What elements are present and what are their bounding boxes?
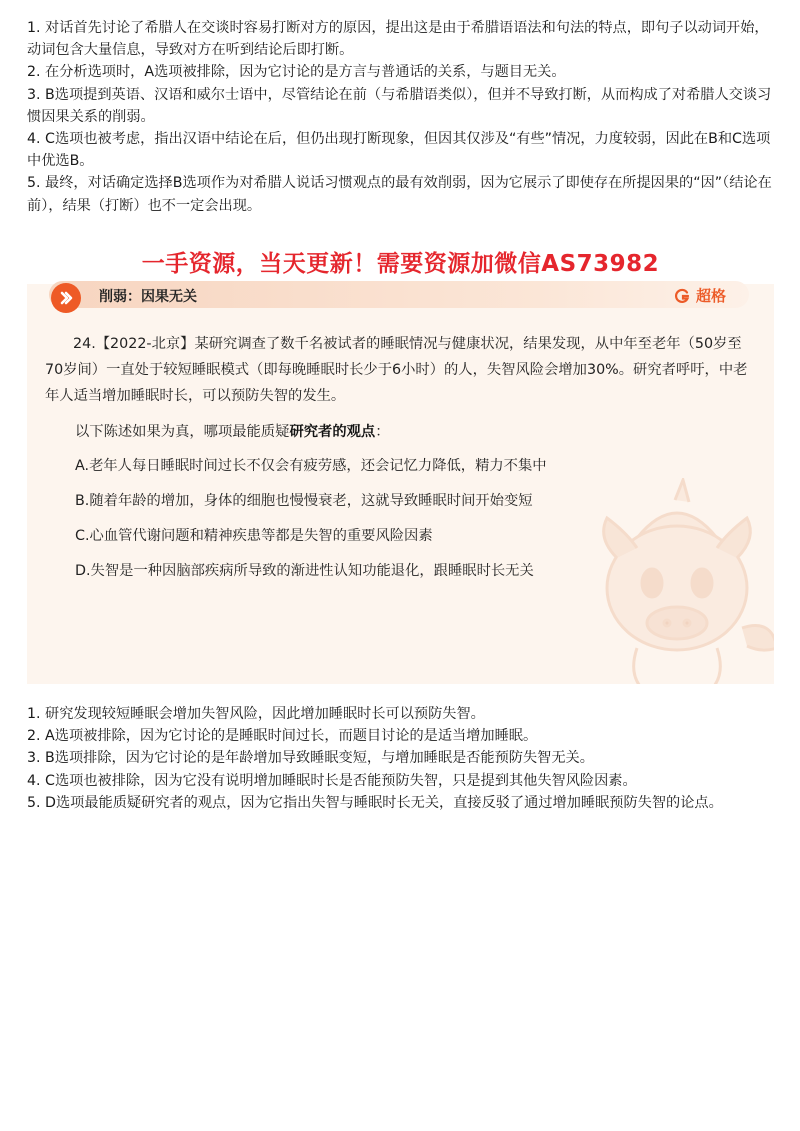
option-b: B.随着年龄的增加，身体的细胞也慢慢衰老，这就导致睡眠时间开始变短 xyxy=(75,493,533,509)
brand-name: 超格 xyxy=(695,287,726,305)
note-line: 3. B选项提到英语、汉语和威尔士语中，尽管结论在前（与希腊语类似），但并不导致打断，从而构成了对希腊人交谈习惯因果关系的削弱。 xyxy=(27,86,772,125)
option-a: A.老年人每日睡眠时间过长不仅会有疲劳感，还会记忆力降低，精力不集中 xyxy=(75,458,547,474)
note-line: 1. 研究发现较短睡眠会增加失智风险，因此增加睡眠时长可以预防失智。 xyxy=(27,706,485,722)
note-line: 1. 对话首先讨论了希腊人在交谈时容易打断对方的原因，提出这是由于希腊语语法和句法的特点，即句子以动词开始，动词包含大量信息，导致对方在听到结论后即打断。 xyxy=(27,20,769,59)
analysis-notes-bottom xyxy=(27,703,775,814)
note-line: 4. C选项也被排除，因为它没有说明增加睡眠时长是否能预防失智，只是提到其他失智风险因素。 xyxy=(27,772,637,789)
brand-logo xyxy=(674,285,726,306)
stem-prefix: 以下陈述如果为真，哪项最能质疑 xyxy=(75,424,290,440)
question-text: 24.【2022-北京】某研究调查了数千名被试者的睡眠情况与健康状况，结果发现，从中年至老年（50岁至70岁间）一直处于较短睡眠模式（即每晚睡眠时长少于6小时）的人，失智风险会增加30%。研究者呼吁，中老年人适当增加睡眠时长，可以预防失智的发生。 xyxy=(45,336,748,404)
question-slide xyxy=(27,238,774,684)
chevron-right-icon xyxy=(51,283,81,313)
note-line: 3. B选项排除，因为它讨论的是年龄增加导致睡眠变短，与增加睡眠是否能预防失智无关。 xyxy=(27,750,594,767)
option-d: D.失智是一种因脑部疾病所导致的渐进性认知功能退化，跟睡眠时长无关 xyxy=(75,563,534,579)
stem-emphasis: 研究者的观点 xyxy=(289,424,376,440)
note-line: 5. 最终，对话确定选择B选项作为对希腊人说话习惯观点的最有效削弱，因为它展示了即使存在所提因果的“因”（结论在前），结果（打断）也不一定会出现。 xyxy=(27,175,772,214)
analysis-notes-top xyxy=(27,17,775,217)
option-c: C.心血管代谢问题和精神疾患等都是失智的重要风险因素 xyxy=(75,528,433,544)
category-label: 削弱：因果无关 xyxy=(99,289,197,305)
stem-suffix: ： xyxy=(375,424,390,440)
note-line: 2. 在分析选项时，A选项被排除，因为它讨论的是方言与普通话的关系，与题目无关。 xyxy=(27,64,566,81)
note-line: 4. C选项也被考虑，指出汉语中结论在后，但仍出现打断现象，但因其仅涉及“有些”情况，力度较弱，因此在B和C选项中优选B。 xyxy=(27,131,771,170)
note-line: 5. D选项最能质疑研究者的观点，因为它指出失智与睡眠时长无关，直接反驳了通过增加睡眠预防失智的论点。 xyxy=(27,794,723,811)
brand-logo-icon xyxy=(674,288,690,304)
note-line: 2. A选项被排除，因为它讨论的是睡眠时间过长，而题目讨论的是适当增加睡眠。 xyxy=(27,728,538,745)
unicorn-mascot-icon xyxy=(567,478,774,684)
watermark-text: 一手资源，当天更新！需要资源加微信AS73982 xyxy=(141,251,660,277)
question-stem xyxy=(75,421,390,441)
